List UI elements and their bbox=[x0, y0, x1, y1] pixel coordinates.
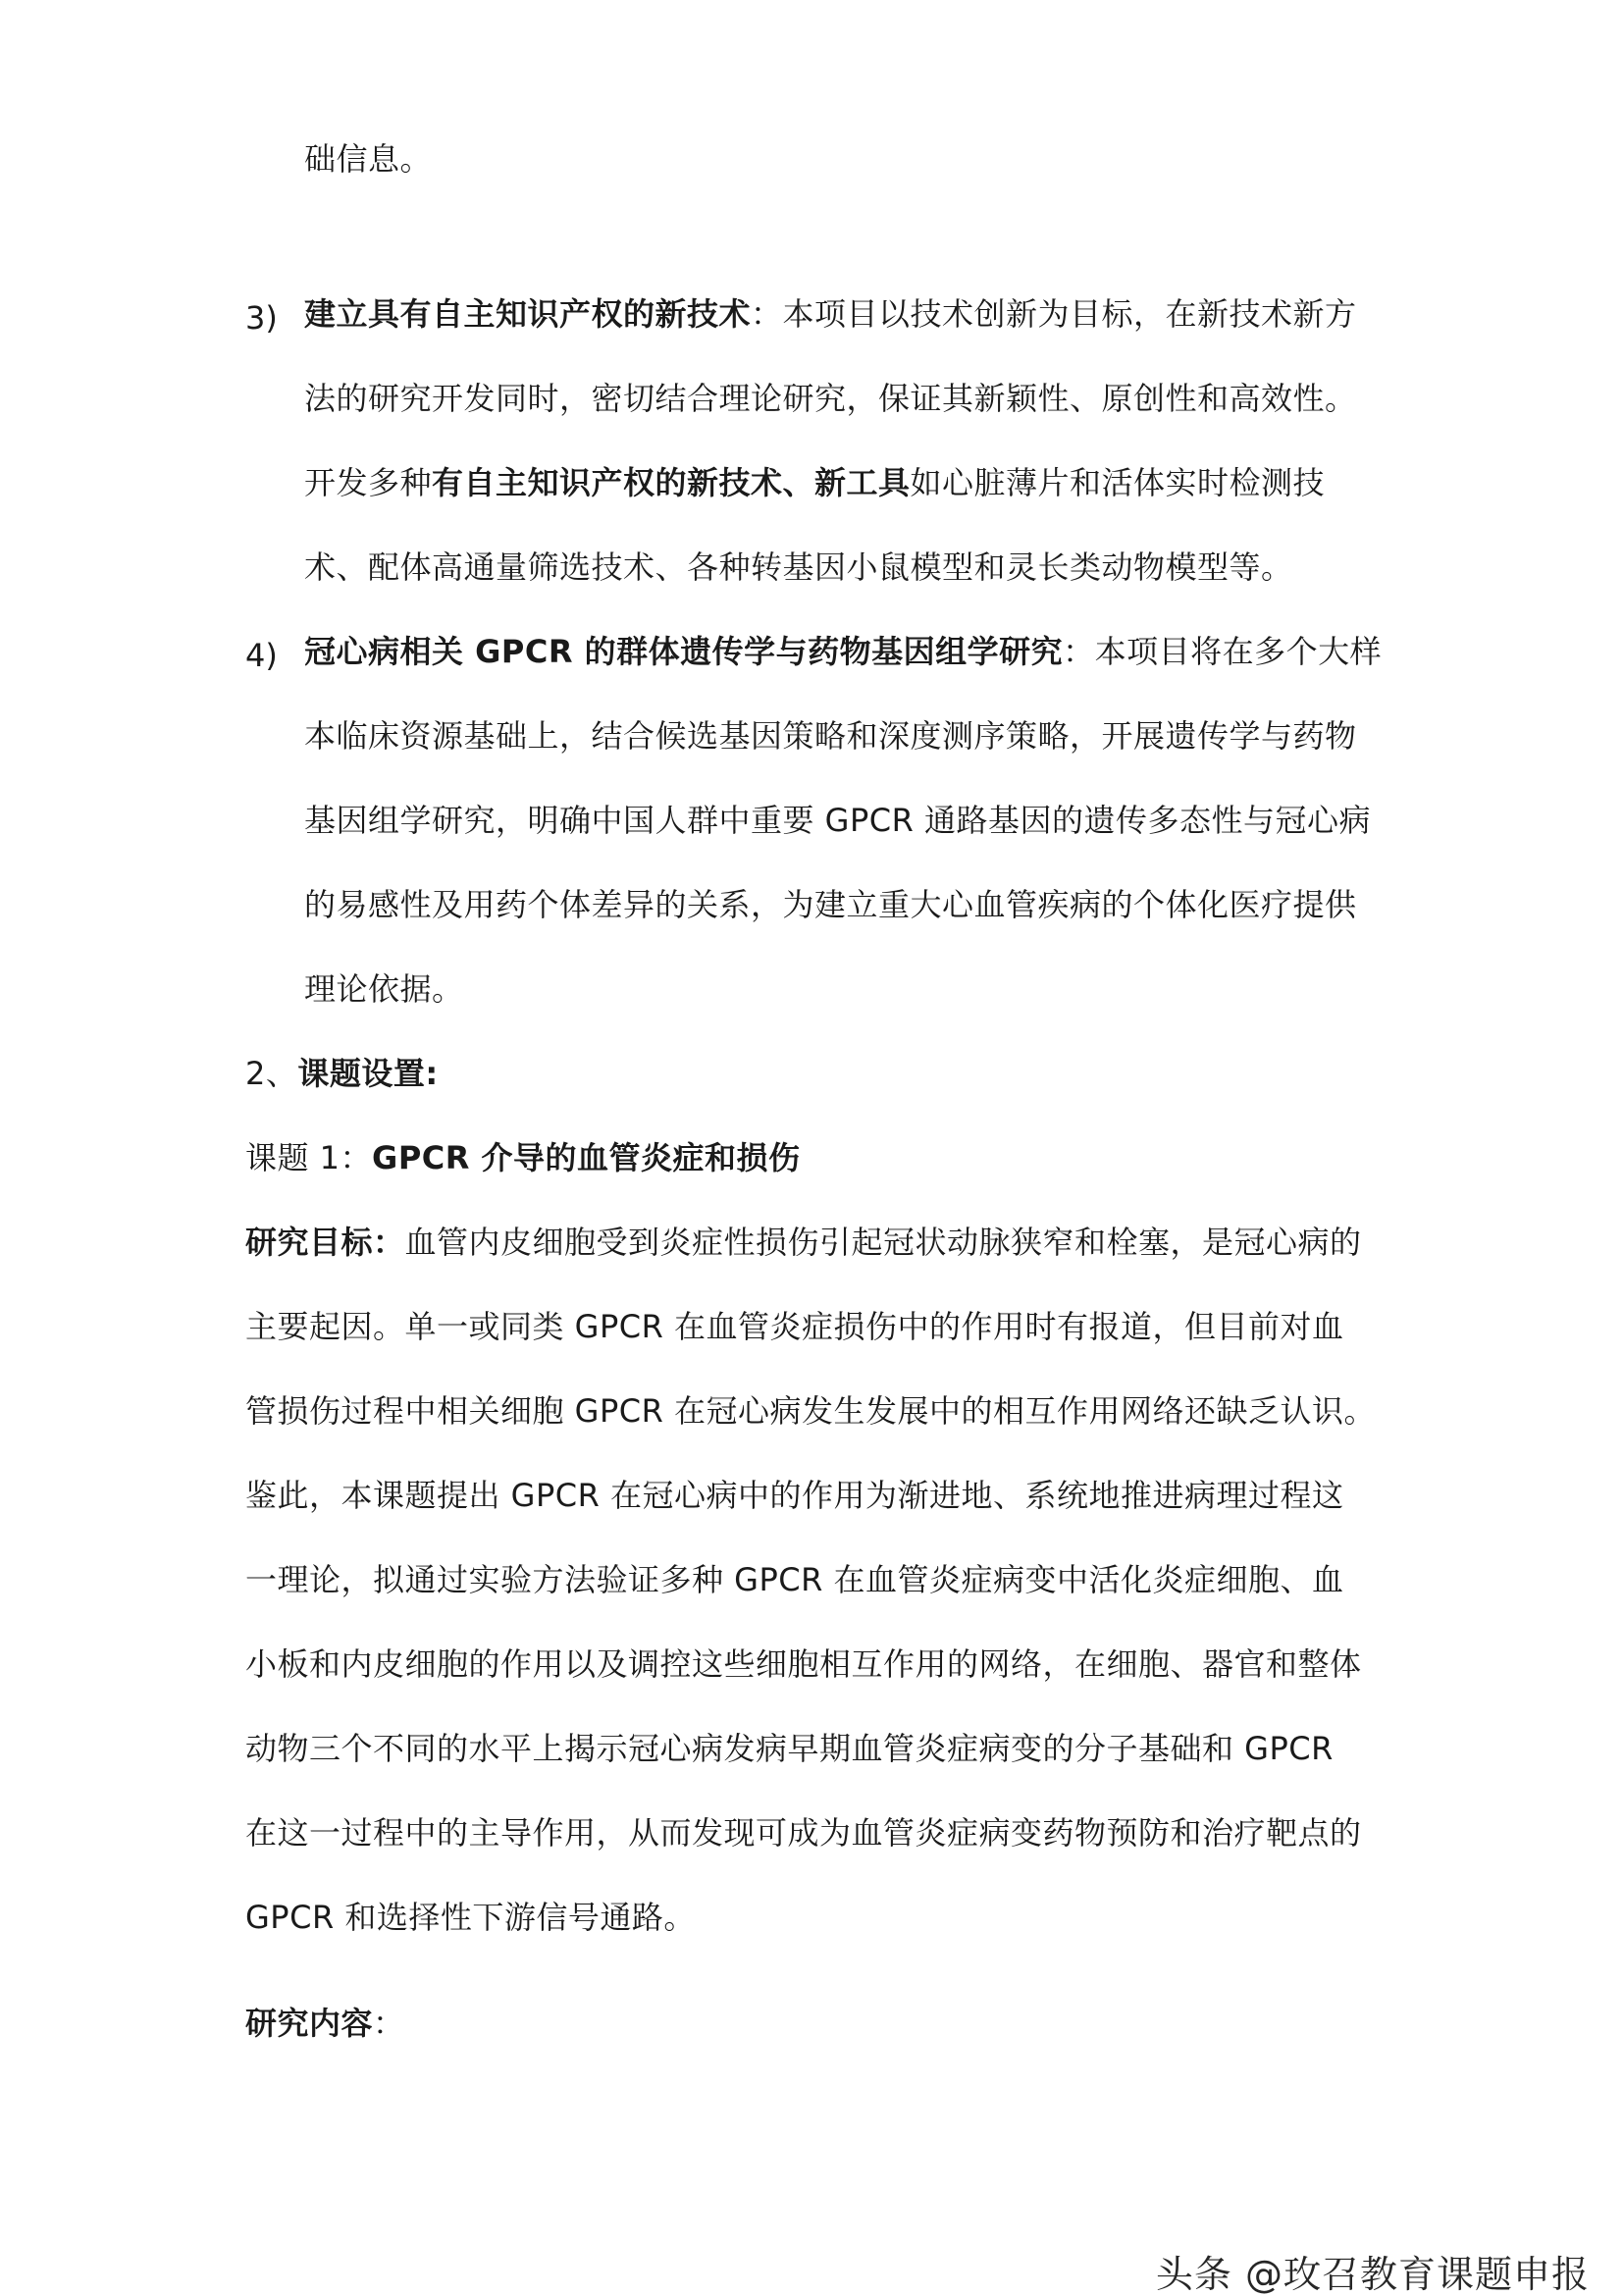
item4-line5: 理论依据。 bbox=[304, 970, 464, 1008]
section2-heading bbox=[245, 1052, 439, 1095]
item4-line1-rest: ：本项目将在多个大样 bbox=[1063, 633, 1383, 670]
research-goal-line-7: 在这一过程中的主导作用，从而发现可成为血管炎症病变药物预防和治疗靶点的 bbox=[245, 1814, 1362, 1852]
item4-line4: 的易感性及用药个体差异的关系，为建立重大心血管疾病的个体化医疗提供 bbox=[304, 886, 1357, 923]
item2-continuation-text: 础信息。 bbox=[304, 140, 433, 178]
item4-line3: 基因组学研究，明确中国人群中重要 GPCR 通路基因的遗传多态性与冠心病 bbox=[304, 802, 1372, 839]
research-goal-line-4: 一理论，拟通过实验方法验证多种 GPCR 在血管炎症病变中活化炎症细胞、血 bbox=[245, 1561, 1344, 1598]
item3-line1 bbox=[304, 292, 1357, 336]
topic1-heading bbox=[245, 1136, 801, 1179]
item3-line1-rest: ：本项目以技术创新为目标，在新技术新方 bbox=[751, 295, 1357, 333]
item4-number: 4) bbox=[245, 637, 278, 674]
research-content-heading bbox=[245, 2002, 405, 2045]
item3-number: 3) bbox=[245, 299, 278, 337]
research-goal-line-6: 动物三个不同的水平上揭示冠心病发病早期血管炎症病变的分子基础和 GPCR bbox=[245, 1730, 1334, 1767]
research-goal-line-8: GPCR 和选择性下游信号通路。 bbox=[245, 1899, 696, 1936]
research-goal-label: 研究目标： bbox=[245, 1224, 405, 1261]
watermark: 头条 @玫召教育课题申报 bbox=[1155, 2253, 1590, 2296]
research-goal-line-2: 管损伤过程中相关细胞 GPCR 在冠心病发生发展中的相互作用网络还缺乏认识。 bbox=[245, 1392, 1377, 1430]
item3-line3-bold: 有自主知识产权的新技术、新工具 bbox=[432, 464, 911, 501]
item4-title: 冠心病相关 GPCR 的群体遗传学与药物基因组学研究 bbox=[304, 633, 1064, 670]
item3-title: 建立具有自主知识产权的新技术 bbox=[304, 295, 752, 333]
research-goal-text-0: 血管内皮细胞受到炎症性损伤引起冠状动脉狭窄和栓塞，是冠心病的 bbox=[404, 1224, 1362, 1261]
item3-line3-post: 如心脏薄片和活体实时检测技 bbox=[910, 464, 1326, 501]
research-goal-line-5: 小板和内皮细胞的作用以及调控这些细胞相互作用的网络，在细胞、器官和整体 bbox=[245, 1645, 1362, 1683]
item4-line1 bbox=[304, 630, 1382, 673]
topic1-title: GPCR 介导的血管炎症和损伤 bbox=[372, 1139, 801, 1176]
item3-line3 bbox=[304, 461, 1325, 504]
item4-line2: 本临床资源基础上，结合候选基因策略和深度测序策略，开展遗传学与药物 bbox=[304, 717, 1357, 755]
section2-heading-text: 课题设置: bbox=[297, 1055, 439, 1092]
research-goal-line-1: 主要起因。单一或同类 GPCR 在血管炎症损伤中的作用时有报道，但目前对血 bbox=[245, 1308, 1344, 1345]
research-goal-line-3: 鉴此，本课题提出 GPCR 在冠心病中的作用为渐进地、系统地推进病理过程这 bbox=[245, 1477, 1344, 1514]
topic1-label: 课题 1： bbox=[245, 1139, 373, 1176]
item3-line4: 术、配体高通量筛选技术、各种转基因小鼠模型和灵长类动物模型等。 bbox=[304, 548, 1293, 586]
research-content-colon: ： bbox=[373, 2005, 405, 2042]
item2-continuation bbox=[304, 137, 432, 181]
item3-line2: 法的研究开发同时，密切结合理论研究，保证其新颖性、原创性和高效性。 bbox=[304, 380, 1357, 417]
research-content-label: 研究内容 bbox=[245, 2005, 374, 2042]
section2-heading-num: 2、 bbox=[245, 1055, 298, 1092]
item3-line3-pre: 开发多种 bbox=[304, 464, 433, 501]
research-goal-line-0 bbox=[245, 1221, 1362, 1264]
